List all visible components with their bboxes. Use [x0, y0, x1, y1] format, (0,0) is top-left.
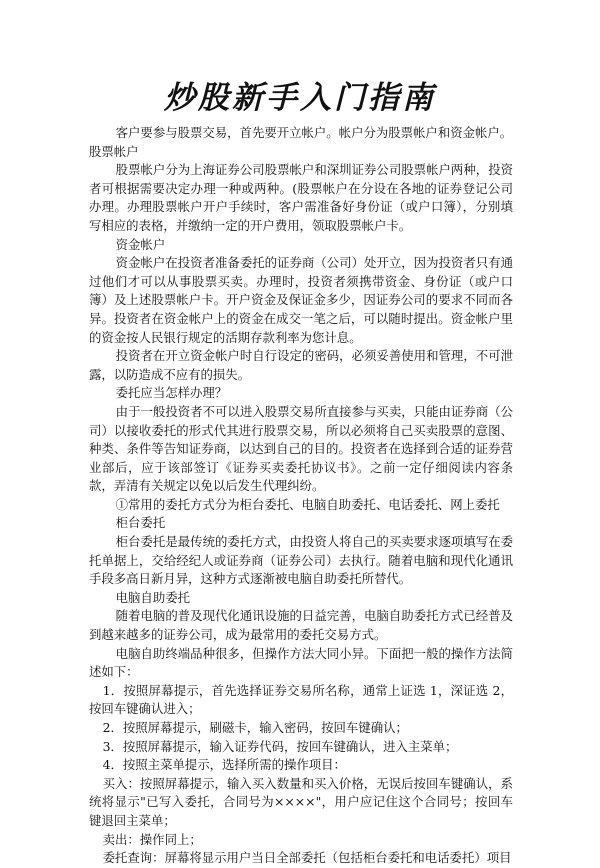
list-item-step-1: 1．按照屏幕提示，首先选择证券交易所名称，通常上证选 1，深证选 2，按回车键确认进入； — [89, 682, 513, 717]
list-item-step-3: 3．按照屏幕提示，输入证券代码，按回车键确认，进入主菜单； — [102, 738, 458, 754]
paragraph-fund-account: 资金帐户在投资者准备委托的证券商（公司）处开立，因为投资者只有通过他们才可以从事股票买卖。办理时，投资者须携带资金、身份证（或户口簿）及上述股票帐户卡。开户资金及保证金多少，因证券公司的要求不同而各异。投资者在资金帐户上的资金在成交一笔之后，可以随时提出。资金帐户里的资金按人民银行规定的活期存款利率为您计息。 — [89, 255, 513, 345]
paragraph-terminal-intro: 电脑自助终端品种很多，但操作方法大同小异。下面把一般的操作方法简述如下： — [89, 645, 513, 680]
heading-stock-account: 股票帐户 — [89, 143, 139, 159]
paragraph-buy: 买入：按照屏幕提示，输入买入数量和买入价格，无误后按回车键确认，系统将显示"已写入委托，合同号为××××"，用户应记住这个合同号；按回车键退回主菜单； — [89, 775, 513, 828]
paragraph-password: 投资者在开立资金帐户时自行设定的密码，必须妥善使用和管理，不可泄露，以防造成不应有的损失。 — [89, 348, 513, 382]
paragraph-counter-entrust: 柜台委托是最传统的委托方式，由投资人将自己的买卖要求逐项填写在委托单据上，交给经纪人或证券商（证券公司）去执行。随着电脑和现代化通讯手段多高日新月异，这种方式逐渐被电脑自助委托所替代。 — [89, 534, 513, 587]
intro-paragraph: 客户要参与股票交易，首先要开立帐户。帐户分为股票帐户和资金帐户。 — [115, 125, 513, 140]
heading-fund-account: 资金帐户 — [115, 236, 166, 252]
document-title: 炒股新手入门指南 — [164, 80, 436, 116]
list-item-step-2: 2．按照屏幕提示，刷磁卡，输入密码，按回车键确认； — [102, 720, 408, 735]
list-item-step-4: 4．按照主菜单提示，选择所需的操作项目： — [102, 757, 346, 773]
paragraph-stock-account: 股票帐户分为上海证券公司股票帐户和深圳证券公司股票帐户两种，投资者可根据需要决定办理一种或两种。(股票帐户在分设在各地的证券登记公司办理。办理股票帐户开户手续时，客户需准备好身份证（或户口簿），分别填写相应的表格，并缴纳一定的开户费用，领取股票帐户卡。 — [89, 162, 513, 233]
heading-how-to-entrust: 委托应当怎样办理？ — [115, 385, 228, 401]
paragraph-entrust: 由于一般投资者不可以进入股票交易所直接参与买卖，只能由证券商（公司）以接收委托的形式代其进行股票交易，所以必须将自己买卖股票的意图、种类、条件等告知证券商，以达到自己的目的。投资者在选择到合适的证券营业部后，应于该部签订《证券买卖委托协议书》。之前一定仔细阅读内容条款，弄清有关规定以免以后发生代理纠纷。 — [89, 403, 513, 494]
paragraph-query: 委托查询：屏幕将显示用户当日全部委托（包括柜台委托和电话委托）项目 — [102, 850, 512, 866]
paragraph-sell: 卖出：操作同上； — [102, 831, 202, 847]
paragraph-computer-entrust: 随着电脑的普及现代化通讯设施的日益完善，电脑自助委托方式已经普及到越来越多的证券公司，成为最常用的委托交易方式。 — [89, 608, 513, 643]
paragraph-entrust-methods: ①常用的委托方式分为柜台委托、电脑自助委托、电话委托、网上委托 — [115, 496, 500, 512]
heading-computer-entrust: 电脑自助委托 — [115, 589, 190, 605]
heading-counter-entrust: 柜台委托 — [115, 515, 166, 531]
document-body — [89, 124, 513, 868]
